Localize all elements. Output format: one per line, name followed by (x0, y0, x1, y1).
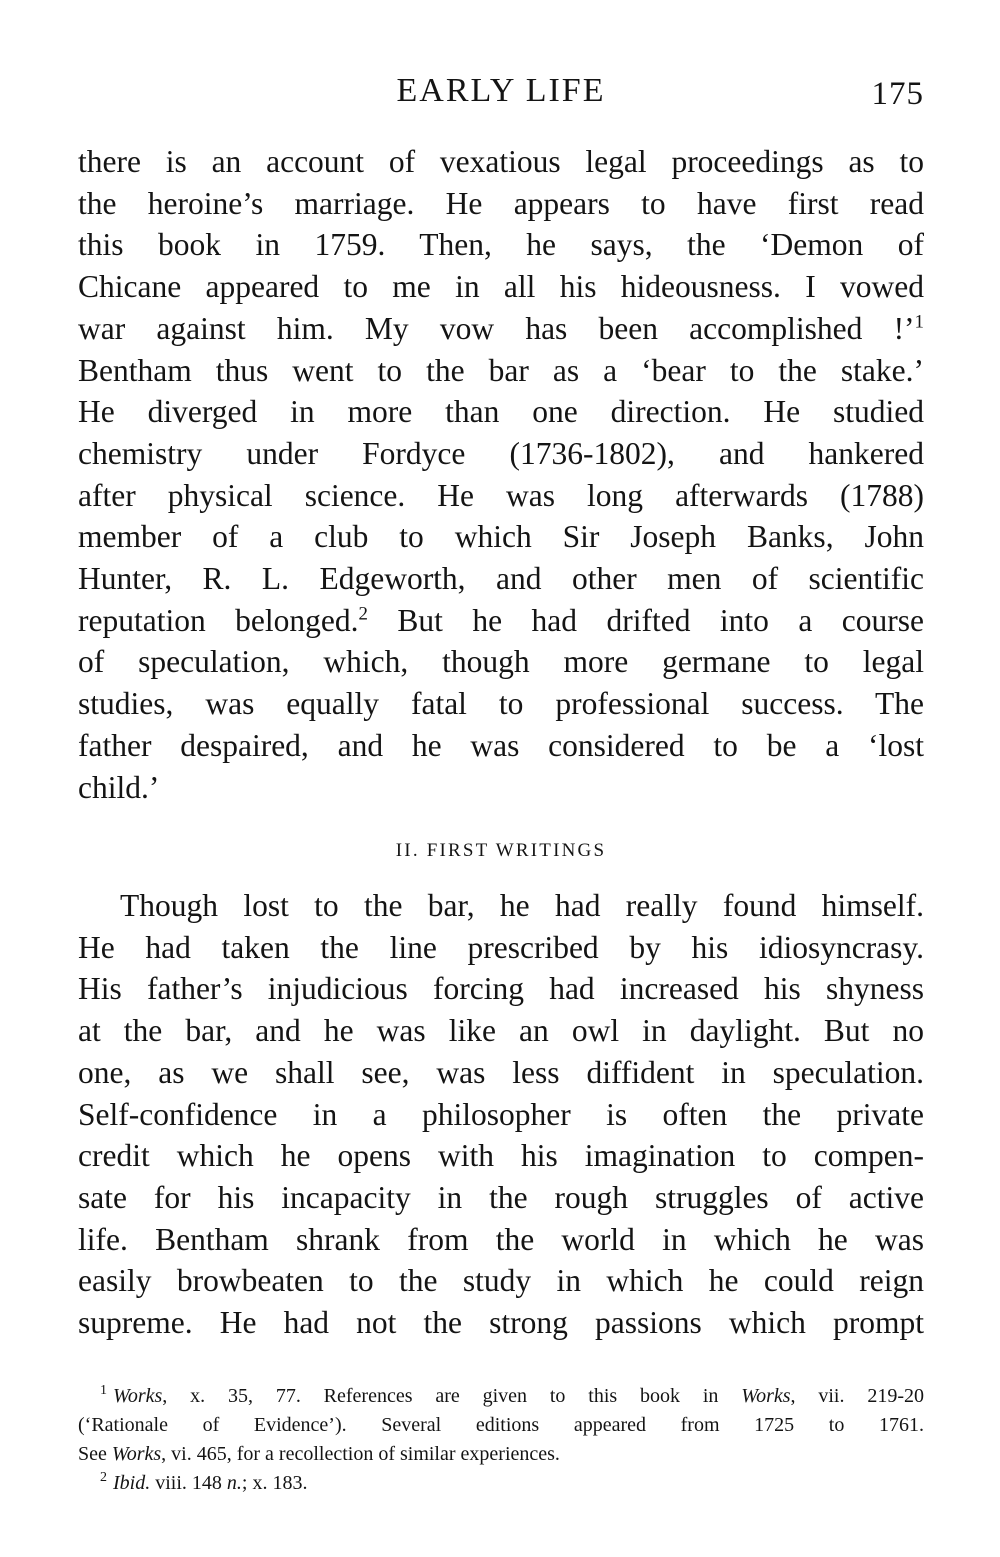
paragraph-first-writings (78, 885, 924, 1344)
footnote-italic: Works (111, 1443, 162, 1465)
text-line: the heroine’s marriage. He appears to have first read (78, 185, 924, 221)
text-line: member of a club to which Sir Joseph Banks, John (78, 519, 924, 555)
text-line: life. Bentham shrank from the world in which he was (78, 1221, 924, 1257)
text-line: Though lost to the bar, he had really found himself. (120, 888, 924, 923)
text-line: this book in 1759. Then, he says, the ‘Demon of (78, 227, 924, 263)
text-line: sate for his incapacity in the rough struggles of active (78, 1179, 924, 1215)
text-line: He diverged in more than one direction. He studied (78, 394, 924, 430)
text-line: child.’ (78, 769, 160, 805)
text-line: supreme. He had not the strong passions which prompt (78, 1305, 924, 1341)
text-line: Bentham thus went to the bar as a ‘bear to the stake.’ (78, 352, 924, 388)
text-line: Hunter, R. L. Edgeworth, and other men of scientific (78, 561, 924, 597)
footnote-italic: Works (741, 1385, 791, 1407)
text-line: studies, was equally fatal to professional success. The (78, 686, 924, 722)
footnote-italic: Works (113, 1385, 163, 1407)
footnote-mark: 2 (100, 1470, 107, 1486)
text-line-content: reputation belonged. (78, 602, 359, 638)
text-line: father despaired, and he was considered to be a ‘lost (78, 727, 924, 763)
text-line-content: war against him. My vow has been accomplished !’ (78, 310, 915, 346)
footnote-text: , vi. 465, for a recollection of similar experiences. (161, 1443, 560, 1465)
text-line: credit which he opens with his imagination to compen- (78, 1138, 924, 1174)
text-line: Chicane appeared to me in all his hideousness. I vowed (78, 269, 924, 305)
text-line (78, 308, 924, 350)
running-title: EARLY LIFE (396, 72, 606, 109)
footnote-text: , x. 35, 77. References are given to this book in (162, 1385, 719, 1407)
text-line (78, 600, 924, 642)
footnote-text: ; x. 183. (241, 1472, 308, 1494)
paragraph-early-life (78, 141, 924, 808)
footnote-1-line-2: (‘Rationale of Evidence’). Several editions appeared from 1725 to 1761. (78, 1414, 924, 1436)
footnote-text: viii. 148 (155, 1472, 222, 1494)
footnote-ref-1: 1 (914, 311, 924, 333)
running-head (78, 72, 924, 112)
text-line: one, as we shall see, was less diffident in speculation. (78, 1054, 924, 1090)
footnote-italic: n. (226, 1472, 242, 1494)
footnote-1 (78, 1382, 924, 1411)
text-line: He had taken the line prescribed by his idiosyncrasy. (78, 929, 924, 965)
footnote-2 (78, 1469, 924, 1498)
text-line: there is an account of vexatious legal proceedings as to (78, 144, 924, 179)
text-line: at the bar, and he was like an owl in daylight. But no (78, 1013, 924, 1049)
text-line: of speculation, which, though more germane to legal (78, 644, 924, 680)
footnote-mark: 1 (100, 1383, 107, 1399)
text-line: Self-confidence in a philosopher is often the private (78, 1096, 924, 1132)
footnote-text: , vii. 219-20 (790, 1385, 924, 1407)
footnote-ref-2: 2 (358, 603, 368, 625)
text-line: chemistry under Fordyce (1736-1802), and hankered (78, 435, 924, 471)
footnote-text: See (78, 1443, 107, 1465)
footnotes (78, 1382, 924, 1498)
text-line-continuation: But he had drifted into a course (397, 602, 924, 638)
footnote-italic: Ibid. (113, 1472, 151, 1494)
text-line: His father’s injudicious forcing had increased his shyness (78, 971, 924, 1007)
page-number: 175 (871, 76, 924, 112)
text-line: after physical science. He was long afterwards (1788) (78, 477, 924, 513)
text-line: easily browbeaten to the study in which he could reign (78, 1263, 924, 1299)
footnote-1-line-3 (78, 1440, 924, 1469)
section-heading: II. FIRST WRITINGS (395, 840, 607, 861)
